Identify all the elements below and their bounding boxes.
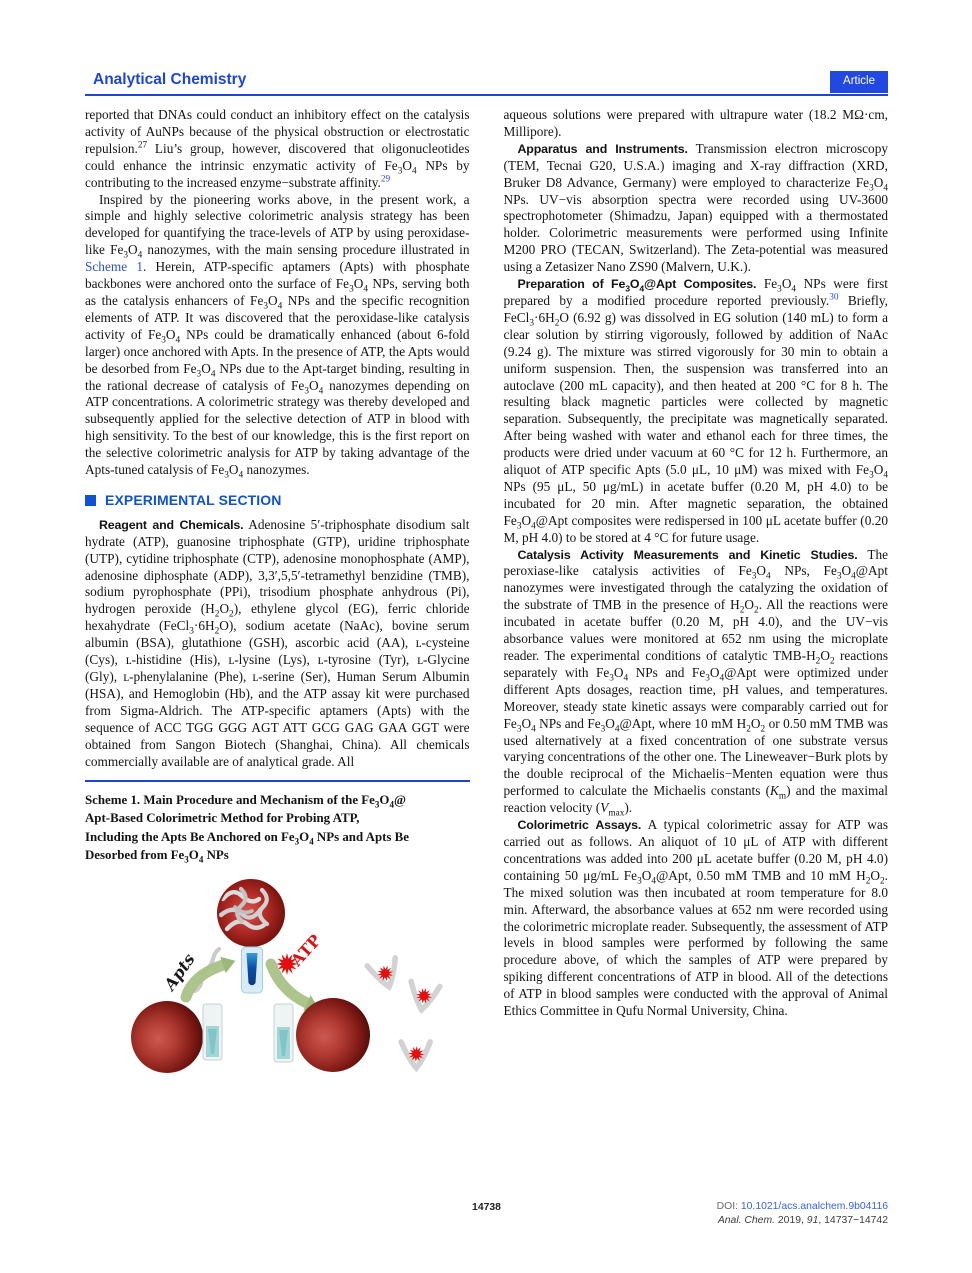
two-column-body xyxy=(85,107,888,1092)
pale-blue-cuvette-left xyxy=(203,1004,222,1060)
citation: Anal. Chem. 2019, 91, 14737−14742 xyxy=(717,1214,888,1226)
reference-link[interactable]: Scheme 1 xyxy=(85,259,143,275)
run-in-heading: Apparatus and Instruments. xyxy=(517,141,688,156)
scheme-top-rule xyxy=(85,780,470,782)
right-column-text xyxy=(504,107,889,1020)
section-bullet-icon xyxy=(85,495,96,506)
apt-atp-complex xyxy=(367,958,401,990)
paragraph: Apparatus and Instruments. Transmission electron microscopy (TEM, Tecnai G20, U.S.A.) imaging and X-ray diffraction (XRD, Bruker D8 Advance, Germany) were employed to characterize $Fe_3O_4$ NPs. UV−vis absorption spectra were recorded using UV-3600 spectrophotometer (Shimadzu, Japan) equipped with a thermostated holder. Colorimetric measurements were performed using Infinite M200 PRO (TECAN, Switzerland). The Zeta-potential was measured using a Zetasizer Nano ZS90 (Malvern, U.K.). xyxy=(503,140,888,275)
scheme-1 xyxy=(85,780,470,1092)
scheme-caption: Scheme 1. Main Procedure and Mechanism of the $Fe_3O_4@$ Apt-Based Colorimetric Method for Probing ATP, Including the Apts Be Anchored on $Fe_3O_4$ NPs and Apts Be Desorbed from $Fe_3O_4$ NPs xyxy=(85,792,409,866)
left-column-text xyxy=(85,107,470,770)
doi-block xyxy=(717,1200,888,1227)
fe3o4-np-sphere-desorbed xyxy=(296,998,370,1072)
apt-atp-complex xyxy=(399,1040,430,1069)
pale-blue-cuvette-right xyxy=(274,1004,293,1062)
run-in-heading: Preparation of $Fe_3O_4@Apt$ Composites. xyxy=(517,277,757,294)
run-in-heading: Catalysis Activity Measurements and Kinetic Studies. xyxy=(517,547,858,562)
reference-link[interactable]: 30 xyxy=(829,292,839,303)
section-title: EXPERIMENTAL SECTION xyxy=(105,491,282,508)
atp-label: ATP xyxy=(286,930,325,970)
paragraph: reported that DNAs could conduct an inhibitory effect on the catalysis activity of AuNPs because of the physical obstruction or electrostatic repulsion.$^{27}$ Liu’s group, however, discovered that oligonucleotides could enhance the intrinsic enzymatic activity of $Fe_3O_4$ NPs by contributing to the increased enzyme−substrate affinity.$^{29}$ xyxy=(85,107,470,190)
header-rule xyxy=(85,94,888,96)
footer xyxy=(85,1200,888,1230)
apt-atp-complex xyxy=(405,979,440,1012)
doi-link[interactable]: 10.1021/acs.analchem.9b04116 xyxy=(740,1201,888,1212)
paragraph: Preparation of $Fe_3O_4@Apt$ Composites. $Fe_3O_4$ NPs were first prepared by a modified procedure reported previously.$^{30}$ Briefly, $FeCl_3\cdot 6H_2O$ (6.92 g) was dissolved in EG solution (140 mL) to form a clear solution by stirring vigorously, followed by addition of NaAc (9.24 g). The mixture was stirred vigorously for 30 min to obtain a uniform suspension. Then, the suspension was transferred into an autoclave (200 mL capacity), and then heated at 200 °C for 8 h. The resulting black magnetic particles were collected by magnetic separation. Subsequently, the precipitate was magnetically separated. After being washed with water and ethanol each for three times, the products were dried under vacuum at 60 °C for 12 h. Furthermore, an aliquot of ATP specific Apts (5.0 μL, 10 μM) was mixed with $Fe_3O_4$ NPs (95 μL, 50 μg/mL) in acetate buffer (0.20 M, pH 4.0) to be incubated for 20 min. After magnetic separation, the obtained $Fe_3O_4@Apt$ composites were redispersed in 100 μL acetate buffer (0.20 M, pH 4.0) to be stored at 4 °C for future usage. xyxy=(503,276,888,545)
paragraph: Reagent and Chemicals. Adenosine 5′-triphosphate disodium salt hydrate (ATP), guanosine triphosphate (GTP), uridine triphosphate (UTP), cytidine triphosphate (CTP), adenosine monophosphate (AMP), adenosine diphosphate (ADP), 3,3′,5,5′-tetramethyl benzidine (TMB), sodium pyrophosphate (PPi), trisodium phosphate anhydrous (Pi), hydrogen peroxide $(H_2O_2)$, ethylene glycol (EG), ferric chloride hexahydrate $(FeCl_3\cdot 6H_2O)$, sodium acetate (NaAc), bovine serum albumin (BSA), glutathione (GSH), ascorbic acid (AA), ʟ-cysteine (Cys), ʟ-histidine (His), ʟ-lysine (Lys), ʟ-tyrosine (Tyr), ʟ-Glycine (Gly), ʟ-phenylalanine (Phe), ʟ-serine (Ser), Human Serum Albumin (HSA), and Hemoglobin (Hb), and the ATP assay kit were purchased from Sigma-Aldrich. The ATP-specific aptamers (Apts) with the sequence of ACC TGG GGG AGT ATT GCG GAG GAA GGT were obtained from Sangon Biotech (Shanghai, China). All chemicals commercially available are of analytical grade. All xyxy=(85,516,470,769)
paragraph: aqueous solutions were prepared with ultrapure water (18.2 MΩ·cm, Millipore). xyxy=(503,107,888,139)
page-number: 14738 xyxy=(472,1202,501,1213)
article-type-badge[interactable]: Article xyxy=(830,71,888,93)
paragraph: Colorimetric Assays. A typical colorimetric assay for ATP was carried out as follows. An aliquot of 10 μL of ATP with different concentrations was added into 200 μL acetate buffer (0.20 M, pH 4.0) containing 50 μg/mL $Fe_3O_4@Apt$, 0.50 mM TMB and 10 mM $H_2O_2$. The mixed solution was then incubated at room temperature for 8.0 min. Afterward, the absorbance values at 652 nm were recorded using the colorimetric microplate reader. Subsequently, the assessment of ATP levels in blood samples were performed by following the same procedure above, of which the samples of ATP were prepared by spiking different concentrations of ATP in blood. All of the detections of ATP in blood samples were conducted with the approval of Animal Ethics Committee in Qufu Normal University, China. xyxy=(503,817,888,1019)
paragraph: Inspired by the pioneering works above, in the present work, a simple and highly selective colorimetric analysis strategy has been developed for quantifying the trace-levels of ATP by using peroxidase-like $Fe_3O_4$ nanozymes, with the main sensing procedure illustrated in Scheme 1. Herein, ATP-specific aptamers (Apts) with phosphate backbones were anchored onto the surface of $Fe_3O_4$ NPs, serving both as the catalysis enhancers of $Fe_3O_4$ NPs and the specific recognition elements of ATP. It was discovered that the peroxidase-like catalysis activity of $Fe_3O_4$ NPs could be dramatically enhanced (about 6-fold larger) once anchored with Apts. In the presence of ATP, the Apts would be desorbed from $Fe_3O_4$ NPs due to the Apt-target binding, resulting in the rational decrease of catalysis of $Fe_3O_4$ nanozymes depending on ATP concentrations. A colorimetric strategy was thereby developed and subsequently applied for the selective detection of ATP in blood with high sensitivity. To the best of our knowledge, this is the first report on the selective colorimetric analysis for ATP by taking advantage of the Apts-tuned catalysis of $Fe_3O_4$ nanozymes. xyxy=(85,191,470,481)
left-column xyxy=(85,107,470,1092)
reference-link[interactable]: 29 xyxy=(380,174,391,185)
journal-masthead: Analytical Chemistry xyxy=(93,71,247,88)
doi-label: DOI: xyxy=(716,1201,738,1212)
paragraph: Catalysis Activity Measurements and Kinetic Studies. The peroxiase-like catalysis activities of $Fe_3O_4$ NPs, $Fe_3O_4@Apt$ nanozymes were investigated through the catalyzing the oxidation of the substrate of TMB in the presence of $H_2O_2$. All the reactions were incubated in acetate buffer (0.20 M, pH 4.0), and the UV−vis absorbance values were monitored at 652 nm using the microplate reader. The experimental conditions of catalytic TMB-$H_2O_2$ reactions separately with $Fe_3O_4$ NPs and $Fe_3O_4@Apt$ were optimized under different Apts dosages, reaction time, pH values, and temperatures. Moreover, steady state kinetic assays were comparably carried out for $Fe_3O_4$ NPs and $Fe_3O_4@Apt$, where 10 mM $H_2O_2$ or 0.50 mM TMB was used alternatively at a fixed concentration of one substrate versus varying concentrations of the other one. The Lineweaver−Burk plots by the double reciprocal of the Michaelis−Menten equation were thus performed to calculate the Michaelis constants $(K_m)$ and the maximal reaction velocity $(V_{max})$. xyxy=(503,546,889,819)
fe3o4-np-sphere xyxy=(131,1001,203,1073)
scheme-graphic xyxy=(111,877,456,1092)
apts-label: Apts xyxy=(160,949,199,994)
right-column xyxy=(504,107,889,1092)
section-header xyxy=(85,492,470,509)
run-in-heading: Colorimetric Assays. xyxy=(517,818,642,833)
oxidized-tmb-cuvette xyxy=(242,947,263,993)
run-in-heading: Reagent and Chemicals. xyxy=(99,517,244,532)
